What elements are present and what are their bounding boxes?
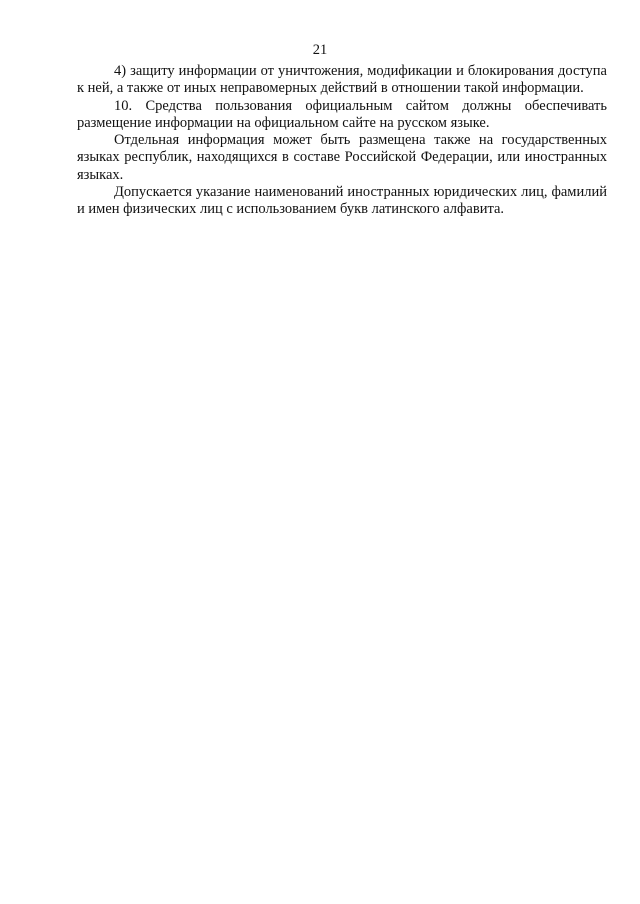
paragraph-site-tools: 10. Средства пользования официальным сайтом должны обеспечивать размещение информации на официальном сайте на русском языке. bbox=[77, 97, 607, 131]
paragraph-state-languages: Отдельная информация может быть размещена также на государственных языках республик, находящихся в составе Российской Федерации, или иностранных языках. bbox=[77, 132, 607, 183]
document-body bbox=[77, 63, 607, 219]
page-number: 21 bbox=[312, 42, 328, 58]
paragraph-latin-alphabet: Допускается указание наименований иностранных юридических лиц, фамилий и имен физических лиц с использованием букв латинского алфавита. bbox=[77, 184, 607, 218]
paragraph-information-protection: 4) защиту информации от уничтожения, модификации и блокирования доступа к ней, а также от иных неправомерных действий в отношении такой информации. bbox=[77, 63, 607, 97]
